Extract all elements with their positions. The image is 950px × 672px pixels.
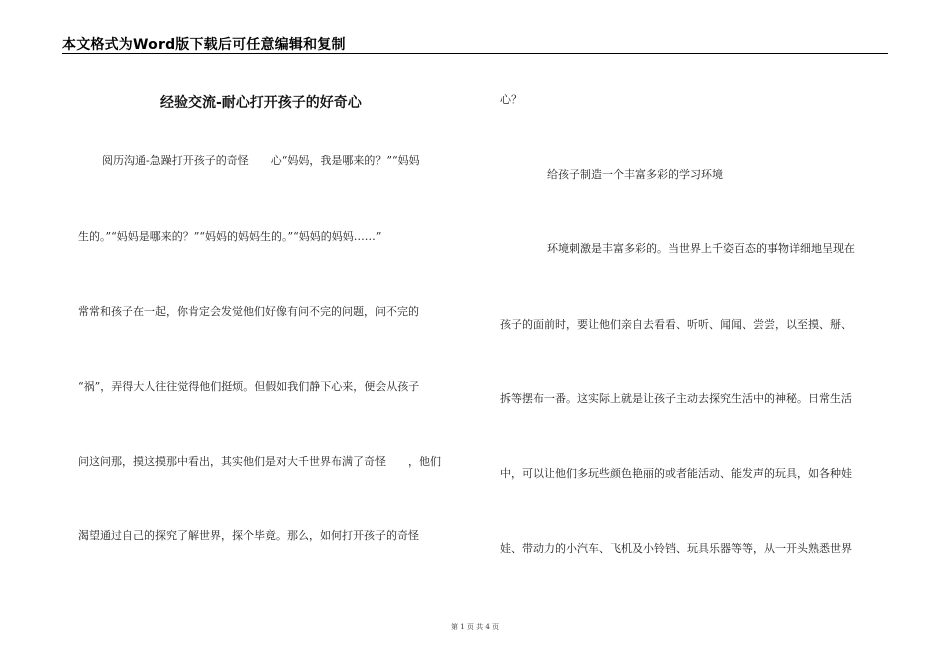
- left-column-line: 渴望通过自己的探究了解世界，探个毕竟。那么，如何打开孩子的奇怪: [78, 529, 419, 542]
- right-column-line: 心？: [500, 93, 522, 106]
- right-column-line: 环境刺激是丰富多彩的。当世界上千姿百态的事物详细地呈现在: [547, 242, 855, 255]
- left-column-line: 阅历沟通-急躁打开孩子的奇怪 心“妈妈，我是哪来的？”“妈妈: [102, 154, 420, 167]
- right-column-line: 中，可以让他们多玩些颜色艳丽的或者能活动、能发声的玩具，如各种娃: [500, 467, 852, 480]
- right-column-line: 娃、带动力的小汽车、飞机及小铃铛、玩具乐器等等，从一开头熟悉世界: [500, 542, 852, 555]
- left-column-line: “祸”，弄得大人往往觉得他们挺烦。但假如我们静下心来，便会从孩子: [78, 380, 420, 393]
- left-column-line: 生的。”“妈妈是哪来的？”“妈妈的妈妈生的。”“妈妈的妈妈……”: [78, 230, 382, 243]
- left-column-line: 问这问那，摸这摸那中看出，其实他们是对大千世界布满了奇怪 ，他们: [78, 455, 441, 468]
- left-column-line: 常常和孩子在一起，你肯定会发觉他们好像有问不完的问题，问不完的: [78, 305, 419, 318]
- document-title: 经验交流-耐心打开孩子的好奇心: [160, 95, 362, 111]
- section-heading: 给孩子制造一个丰富多彩的学习环境: [547, 168, 723, 181]
- right-column-line: 拆等摆布一番。这实际上就是让孩子主动去探究生活中的神秘。日常生活: [500, 392, 852, 405]
- header-divider: [62, 53, 888, 54]
- document-banner: 本文格式为Word版下载后可任意编辑和复制: [62, 37, 346, 53]
- right-column-line: 孩子的面前时，要让他们亲自去看看、听听、闻闻、尝尝，以至摸、掰、: [500, 318, 852, 331]
- page-number: 第 1 页 共 4 页: [450, 623, 500, 631]
